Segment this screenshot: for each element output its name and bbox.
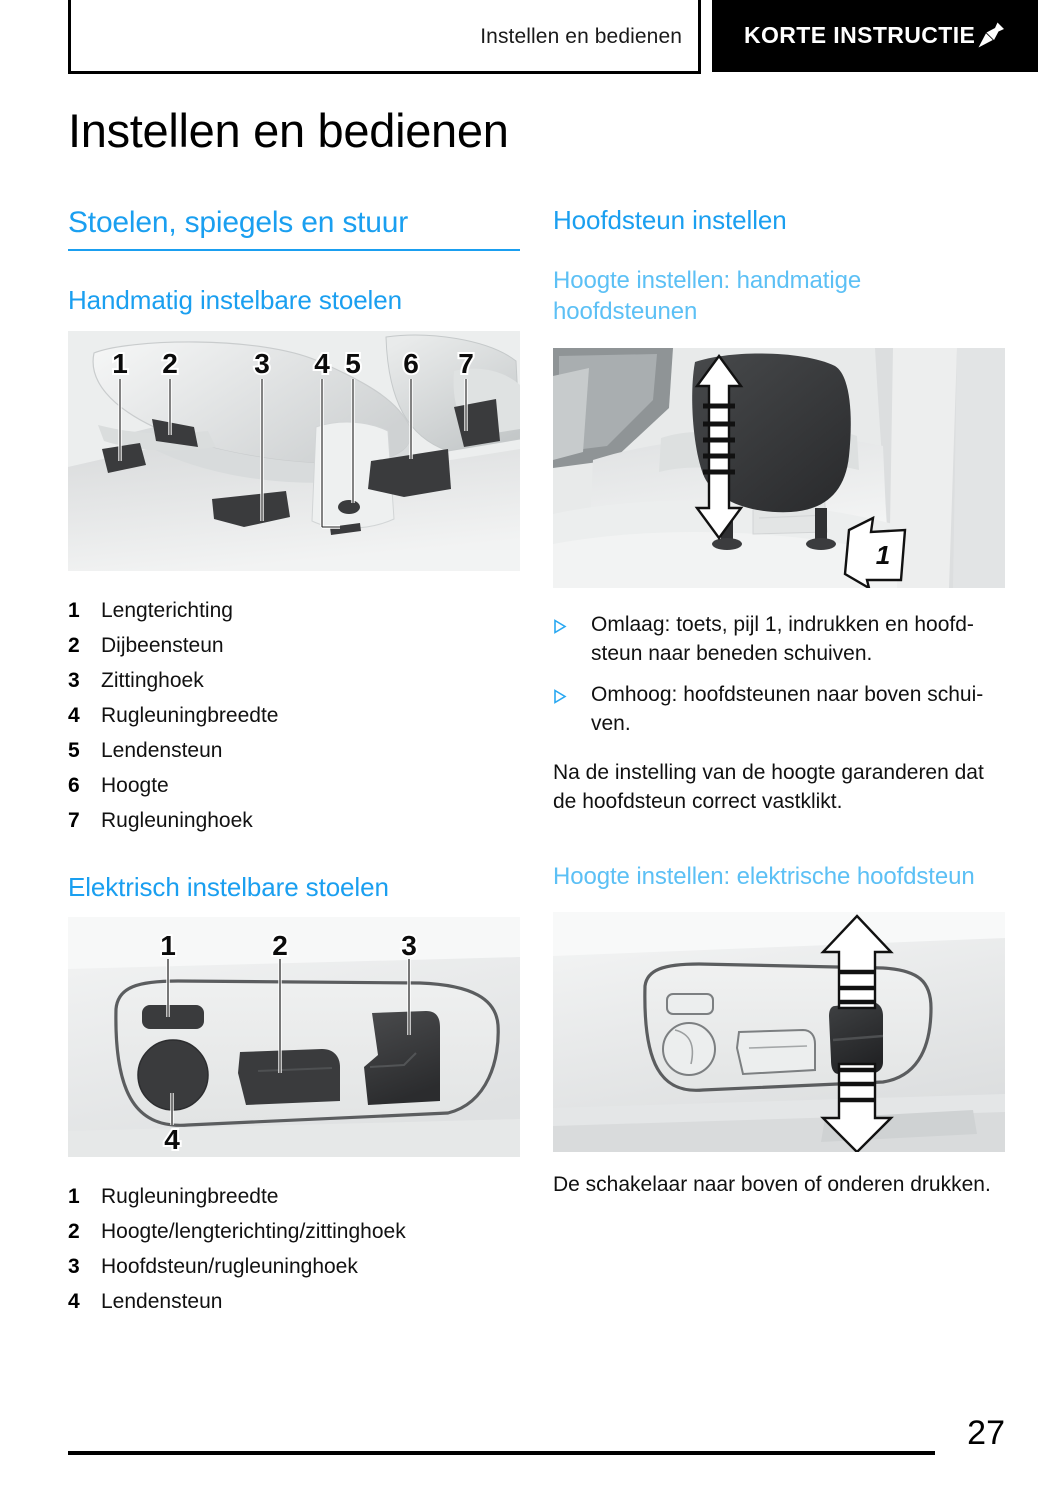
figure-callout-5: 5: [345, 347, 361, 379]
list-item: [68, 768, 520, 803]
footer-rule: [68, 1451, 935, 1455]
legend-number: 5: [68, 738, 80, 762]
figure-callout-3: 3: [401, 929, 417, 961]
figure-callout-4: 4: [314, 347, 330, 379]
manual-seat-figure: [68, 331, 520, 571]
section-heading-seats: Stoelen, spiegels en stuur: [68, 206, 409, 239]
legend-number: 2: [68, 1219, 80, 1243]
manual-headrest-note: Na de instelling van de hoogte garanderen dat de hoofdsteun correct vastklikt.: [553, 760, 984, 813]
left-column: [68, 205, 520, 1319]
manual-headrest-figure: [553, 348, 1005, 588]
electric-seat-legend-list: [68, 1179, 520, 1319]
legend-label: Lendensteun: [101, 738, 223, 762]
legend-label: Hoogte/lengterichting/zittinghoek: [101, 1219, 406, 1243]
list-item: [68, 803, 520, 838]
legend-number: 4: [68, 1289, 80, 1313]
electric-headrest-caption: De schakelaar naar boven of onderen drukken.: [553, 1173, 991, 1197]
quick-reference-tab-label: KORTE INSTRUCTIE: [744, 22, 976, 48]
figure-callout-7: 7: [458, 347, 474, 379]
pushpin-icon: [974, 18, 1008, 52]
legend-number: 3: [68, 668, 80, 692]
step-text: Omlaag: toets, pijl 1, indrukken en hoofd-steun naar beneden schuiven.: [591, 612, 974, 665]
list-item: [68, 733, 520, 768]
list-item: [68, 1179, 520, 1214]
legend-number: 2: [68, 633, 80, 657]
figure-callout-1: 1: [875, 539, 891, 570]
manual-seat-legend-list: [68, 593, 520, 838]
legend-number: 1: [68, 598, 80, 622]
legend-label: Lengterichting: [101, 598, 233, 622]
legend-label: Rugleuningbreedte: [101, 703, 279, 727]
legend-label: Rugleuninghoek: [101, 808, 253, 832]
figure-callout-2: 2: [162, 347, 178, 379]
list-item: [68, 593, 520, 628]
control-2-shape: [238, 1049, 340, 1105]
list-item: [68, 1249, 520, 1284]
list-item: [68, 628, 520, 663]
subsection-heading-electric-seats: Elektrisch instelbare stoelen: [68, 871, 389, 902]
figure-callout-2: 2: [272, 929, 288, 961]
legend-number: 4: [68, 703, 80, 727]
step-text: Omhoog: hoofdsteunen naar boven schui-ven.: [591, 682, 984, 735]
control-1-shape: [142, 1005, 204, 1029]
list-item: [553, 680, 1005, 738]
page-footer: [0, 1414, 1038, 1480]
quick-reference-tab: [712, 0, 1038, 72]
running-header-box: [68, 0, 701, 74]
legend-number: 1: [68, 1184, 80, 1208]
legend-label: Rugleuningbreedte: [101, 1184, 279, 1208]
legend-label: Hoogte: [101, 773, 169, 797]
control-3-shape: [364, 1011, 440, 1105]
figure-callout-6: 6: [403, 347, 419, 379]
list-item: [68, 698, 520, 733]
list-item: [68, 1284, 520, 1319]
section-heading-headrest: Hoofdsteun instellen: [553, 205, 787, 235]
list-item: [68, 663, 520, 698]
list-item: [68, 1214, 520, 1249]
legend-number: 3: [68, 1254, 80, 1278]
subsection-heading-electric-headrest: Hoogte instellen: elektrische hoofdsteun: [553, 862, 975, 890]
figure-callout-1: 1: [112, 347, 128, 379]
legend-number: 6: [68, 773, 80, 797]
running-header: [0, 0, 1038, 78]
subsection-heading-manual-seats: Handmatig instelbare stoelen: [68, 285, 402, 316]
electric-seat-figure: [68, 917, 520, 1157]
triangle-bullet-icon: [553, 680, 591, 709]
figure-callout-4: 4: [164, 1123, 180, 1155]
legend-number: 7: [68, 808, 80, 832]
subsection-heading-manual-headrest: Hoogte instellen: handmatige hoofdsteunen: [553, 267, 862, 325]
figure-callout-3: 3: [254, 347, 270, 379]
page-number: 27: [967, 1414, 1005, 1452]
right-column: [553, 205, 1005, 1199]
manual-headrest-steps: [553, 610, 1005, 738]
legend-label: Lendensteun: [101, 1289, 223, 1313]
running-header-chapter: Instellen en bedienen: [480, 25, 682, 48]
page-title: Instellen en bedienen: [68, 104, 509, 157]
legend-label: Hoofdsteun/rugleuninghoek: [101, 1254, 358, 1278]
figure-callout-1: 1: [160, 929, 176, 961]
electric-headrest-figure: [553, 912, 1005, 1152]
triangle-bullet-icon: [553, 610, 591, 639]
legend-label: Dijbeensteun: [101, 633, 224, 657]
legend-label: Zittinghoek: [101, 668, 204, 692]
list-item: [553, 610, 1005, 668]
